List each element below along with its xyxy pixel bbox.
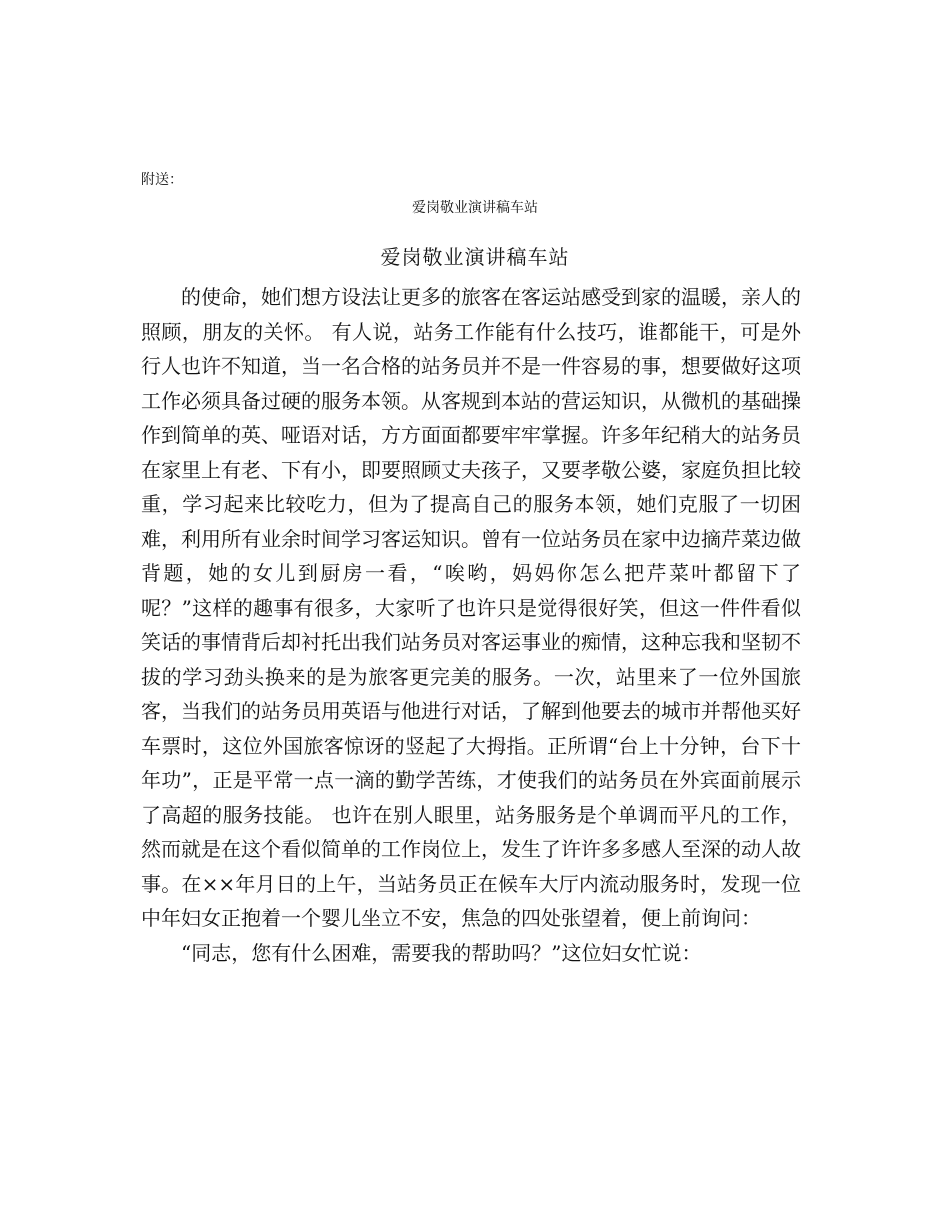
document-subtitle: 爱岗敬业演讲稿车站 [412,200,538,216]
attachment-label: 附送： [141,172,183,188]
body-paragraph: “同志，您有什么困难，需要我的帮助吗？”这位妇女忙说： [181,940,702,965]
body-paragraph: 的使命，她们想方设法让更多的旅客在客运站感受到家的温暖，亲人的照顾，朋友的关怀。 有人说，站务工作能有什么技巧，谁都能干，可是外行人也许不知道，当一名合格的站务员并不是一件容易的事，想要做好这项工作必须具备过硬的服务本领。从客规到本站的营运知识，从微机的基础操作到简单的英、哑语对话，方方面面都要牢牢掌握。许多年纪稍大的站务员在家里上有老、下有小，即要照顾丈夫孩子，又要孝敬公婆，家庭负担比较重，学习起来比较吃力，但为了提高自己的服务本领，她们克服了一切困难，利用所有业余时间学习客运知识。曾有一位站务员在家中边摘芹菜边做背题，她的女儿到厨房一看，“唉哟，妈妈你怎么把芹菜叶都留下了呢？”这样的趣事有很多，大家听了也许只是觉得很好笑，但这一件件看似笑话的事情背后却衬托出我们站务员对客运事业的痴情，这种忘我和坚韧不拔的学习劲头换来的是为旅客更完美的服务。一次，站里来了一位外国旅客，当我们的站务员用英语与他进行对话，了解到他要去的城市并帮他买好车票时，这位外国旅客惊讶的竖起了大拇指。正所谓“台上十分钟，台下十年功”，正是平常一点一滴的勤学苦练，才使我们的站务员在外宾面前展示了高超的服务技能。 也许在别人眼里，站务服务是个单调而平凡的工作，然而就是在这个看似简单的工作岗位上，发生了许许多多感人至深的动人故事。在××年月日的上午，当站务员正在候车大厅内流动服务时，发现一位中年妇女正抱着一个婴儿坐立不安，焦急的四处张望着，便上前询问： [141,285,801,930]
document-body [141,280,801,970]
document-title: 爱岗敬业演讲稿车站 [380,245,570,269]
